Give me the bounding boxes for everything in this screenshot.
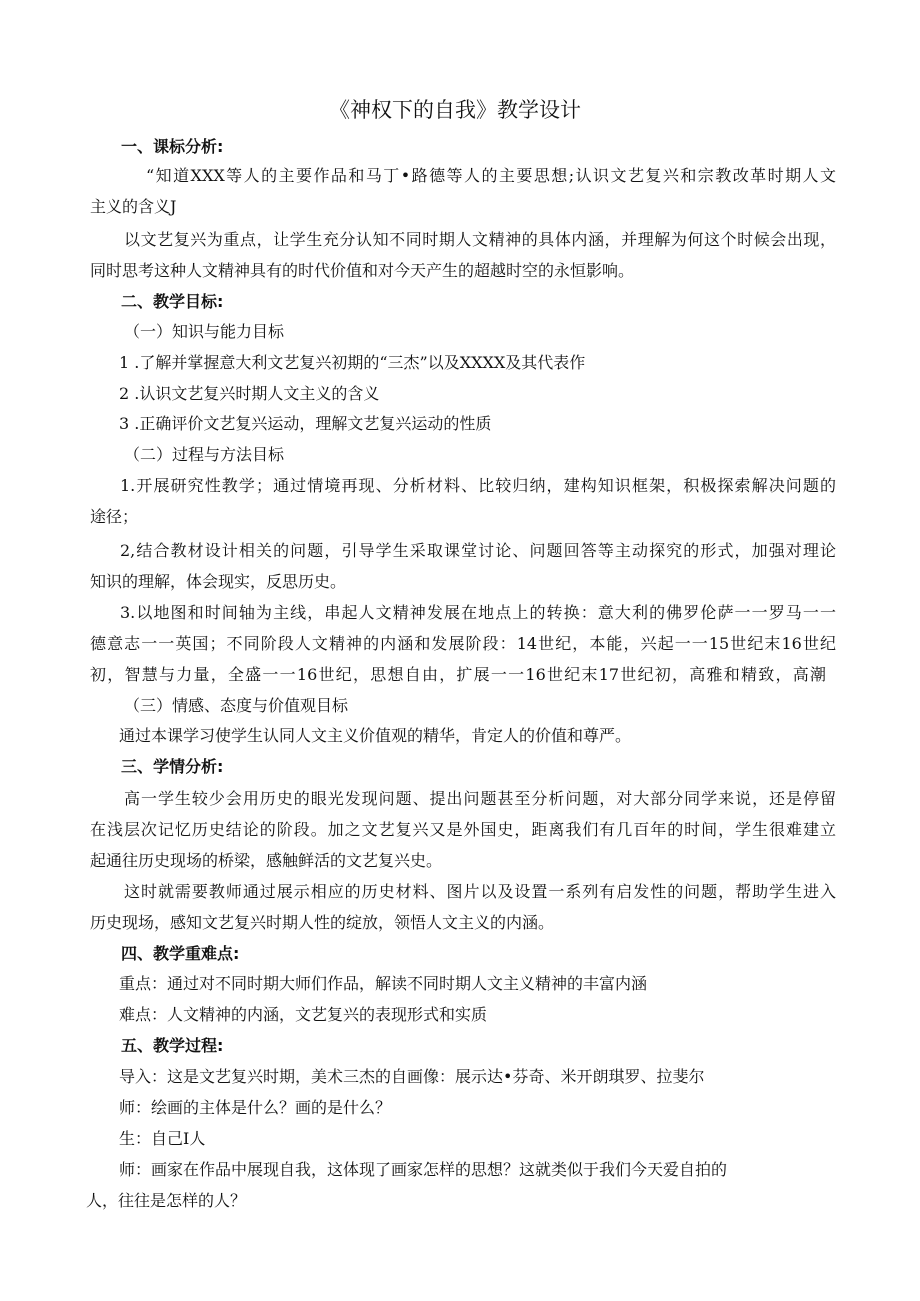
list-item: 2 .认识文艺复兴时期人文主义的含义 xyxy=(119,384,380,403)
paragraph-line: 在浅层次记忆历史结论的阶段。加之文艺复兴又是外国史，距离我们有几百年的时间，学生很难建立 xyxy=(90,820,836,839)
paragraph-line: 初，智慧与力量，全盛一一16世纪，思想自由，扩展一一16世纪末17世纪初，高雅和精致，高潮 xyxy=(90,665,826,684)
paragraph-line: 起通往历史现场的桥梁，感触鲜活的文艺复兴史。 xyxy=(90,851,443,870)
section-heading-teaching-process: 五、教学过程: xyxy=(121,1036,224,1055)
section-heading-teaching-objectives: 二、教学目标: xyxy=(121,292,224,311)
paragraph-line: 以文艺复兴为重点，让学生充分认知不同时期人文精神的具体内涵，并理解为何这个时候会出现， xyxy=(124,230,836,249)
dialogue-line: 师：画家在作品中展现自我，这体现了画家怎样的思想？这就类似于我们今天爱自拍的 xyxy=(119,1160,728,1179)
paragraph-line: 知识的理解，体会现实，反思历史。 xyxy=(90,572,347,591)
paragraph-line: 这时就需要教师通过展示相应的历史材料、图片以及设置一系列有启发性的问题，帮助学生进入 xyxy=(124,882,836,901)
paragraph-line: 主义的含义J xyxy=(90,197,177,216)
section-heading-key-points: 四、教学重难点: xyxy=(121,944,240,963)
paragraph-line: 途径； xyxy=(90,507,139,526)
paragraph-line: 3.以地图和时间轴为主线，串起人文精神发展在地点上的转换：意大利的佛罗伦萨一一罗马一一 xyxy=(120,603,836,622)
dialogue-line: 师：绘画的主体是什么？画的是什么？ xyxy=(119,1098,392,1117)
dialogue-line: 生：自己I人 xyxy=(119,1129,206,1148)
difficult-point-text: 难点：人文精神的内涵，文艺复兴的表现形式和实质 xyxy=(119,1005,488,1024)
paragraph-line: 1.开展研究性教学；通过情境再现、分析材料、比较归纳，建构知识框架，积极探索解决问题的 xyxy=(120,476,836,495)
paragraph-line: 历史现场，感知文艺复兴时期人性的绽放，领悟人文主义的内涵。 xyxy=(90,913,555,932)
paragraph-line: 高一学生较少会用历史的眼光发现问题、提出问题甚至分析问题，对大部分同学来说，还是停留 xyxy=(124,789,836,808)
list-item: 3 .正确评价文艺复兴运动，理解文艺复兴运动的性质 xyxy=(119,414,492,433)
section-heading-curriculum-analysis: 一、课标分析: xyxy=(121,137,224,156)
subsection-heading: （二）过程与方法目标 xyxy=(124,445,285,464)
dialogue-line: 人，往往是怎样的人？ xyxy=(86,1191,247,1210)
paragraph-line: “知道XXX等人的主要作品和马丁•路德等人的主要思想;认识文艺复兴和宗教改革时期人文 xyxy=(146,166,836,185)
subsection-heading: （一）知识与能力目标 xyxy=(124,322,285,341)
list-item: 1 .了解并掌握意大利文艺复兴初期的“三杰”以及XXXX及其代表作 xyxy=(119,353,586,372)
paragraph-line: 通过本课学习使学生认同人文主义价值观的精华，肯定人的价值和尊严。 xyxy=(119,726,632,745)
section-heading-student-analysis: 三、学情分析: xyxy=(121,757,224,776)
subsection-heading: （三）情感、态度与价值观目标 xyxy=(124,696,349,715)
paragraph-line: 2,结合教材设计相关的问题，引导学生采取课堂讨论、问题回答等主动探究的形式，加强对理论 xyxy=(120,541,836,560)
paragraph-line: 德意志一一英国；不同阶段人文精神的内涵和发展阶段：14世纪，本能，兴起一一15世纪末16世纪 xyxy=(90,634,836,653)
dialogue-line: 导入：这是文艺复兴时期，美术三杰的自画像：展示达•芬奇、米开朗琪罗、拉斐尔 xyxy=(119,1067,705,1086)
paragraph-line: 同时思考这种人文精神具有的时代价值和对今天产生的超越时空的永恒影响。 xyxy=(90,261,635,280)
document-title: 《神权下的自我》教学设计 xyxy=(329,98,581,122)
key-point-text: 重点：通过对不同时期大师们作品，解读不同时期人文主义精神的丰富内涵 xyxy=(119,974,648,993)
